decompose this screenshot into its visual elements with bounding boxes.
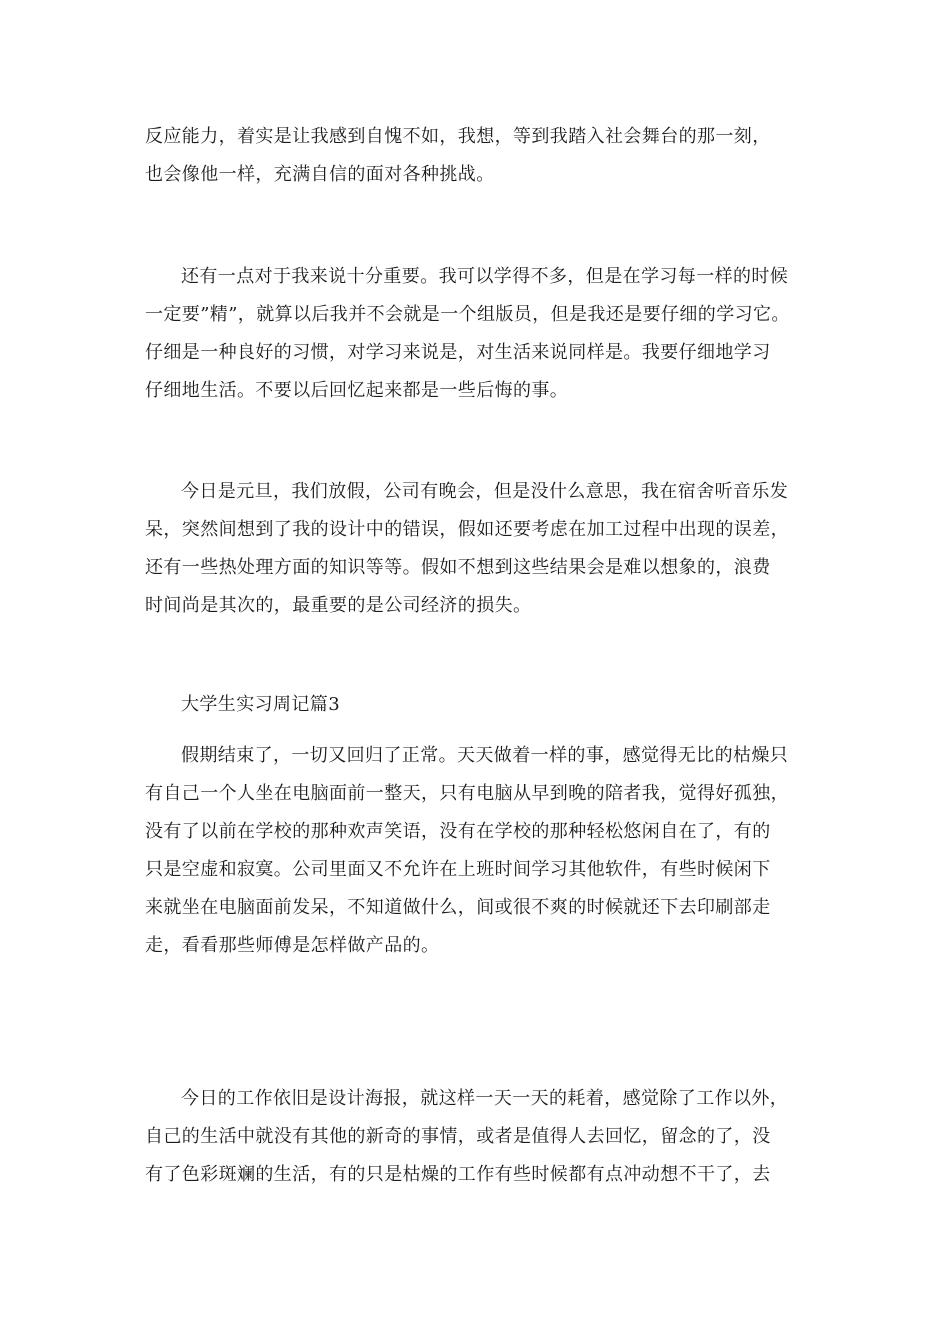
paragraph-line: 还有一点对于我来说十分重要。我可以学得不多，但是在学习每一样的时候 — [181, 266, 789, 287]
paragraph-line: 只是空虚和寂寞。公司里面又不允许在上班时间学习其他软件，有些时候闲下 — [145, 859, 771, 880]
paragraph-line: 走，看看那些师傅是怎样做产品的。 — [145, 935, 440, 956]
section-heading — [145, 686, 810, 724]
paragraph-2 — [145, 258, 810, 410]
paragraph-line: 呆，突然间想到了我的设计中的错误，假如还要考虑在加工过程中出现的误差， — [145, 519, 789, 540]
paragraph-line: 今日的工作依旧是设计海报，就这样一天一天的耗着，感觉除了工作以外， — [181, 1088, 789, 1109]
paragraph-line: 没有了以前在学校的那种欢声笑语，没有在学校的那种轻松悠闲自在了，有的 — [145, 821, 771, 842]
paragraph-line: 有自己一个人坐在电脑面前一整天，只有电脑从早到晚的陪者我，觉得好孤独， — [145, 783, 789, 804]
paragraph-3 — [145, 473, 810, 625]
paragraph-line: 时间尚是其次的，最重要的是公司经济的损失。 — [145, 595, 532, 616]
paragraph-line: 有了色彩斑斓的生活，有的只是枯燥的工作有些时候都有点冲动想不干了，去 — [145, 1164, 771, 1185]
paragraph-5 — [145, 1080, 810, 1194]
paragraph-line: 也会像他一样，充满自信的面对各种挑战。 — [145, 164, 495, 185]
paragraph-line: 今日是元旦，我们放假，公司有晚会，但是没什么意思，我在宿舍听音乐发 — [181, 481, 789, 502]
section-title: 大学生实习周记篇3 — [181, 694, 341, 715]
paragraph-line: 仔细是一种良好的习惯，对学习来说是，对生活来说同样是。我要仔细地学习 — [145, 342, 771, 363]
paragraph-line: 还有一些热处理方面的知识等等。假如不想到这些结果会是难以想象的，浪费 — [145, 557, 771, 578]
paragraph-line: 一定要”精”，就算以后我并不会就是一个组版员，但是我还是要仔细的学习它。 — [145, 304, 790, 325]
paragraph-4 — [145, 737, 810, 965]
paragraph-line: 反应能力，着实是让我感到自愧不如，我想，等到我踏入社会舞台的那一刻， — [145, 126, 771, 147]
paragraph-line: 仔细地生活。不要以后回忆起来都是一些后悔的事。 — [145, 380, 569, 401]
paragraph-1 — [145, 118, 810, 194]
paragraph-line: 假期结束了，一切又回归了正常。天天做着一样的事，感觉得无比的枯燥只 — [181, 745, 789, 766]
paragraph-line: 来就坐在电脑面前发呆，不知道做什么，间或很不爽的时候就还下去印刷部走 — [145, 897, 771, 918]
paragraph-line: 自己的生活中就没有其他的新奇的事情，或者是值得人去回忆，留念的了，没 — [145, 1126, 771, 1147]
